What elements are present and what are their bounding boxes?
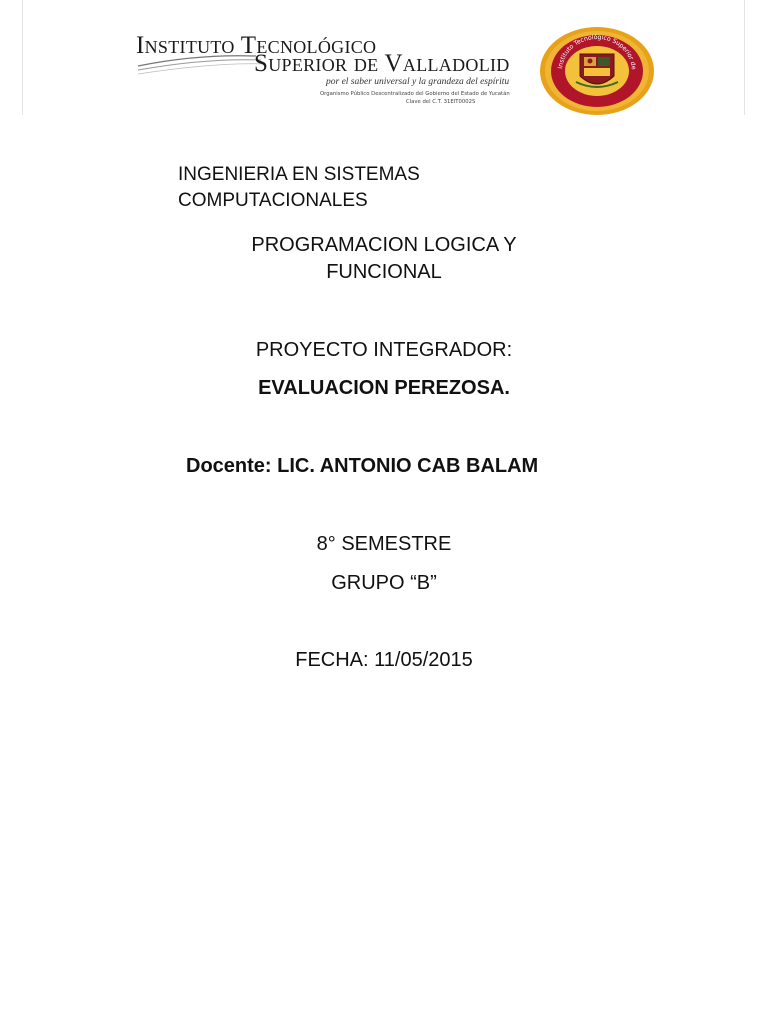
institute-seal-icon xyxy=(538,26,656,116)
materia-line2: FUNCIONAL xyxy=(326,261,442,283)
carrera-line1: INGENIERIA EN SISTEMAS xyxy=(178,164,420,185)
institute-name-line2: Superior de Valladolid xyxy=(254,50,510,77)
carrera-line2: COMPUTACIONALES xyxy=(178,190,368,211)
docente: Docente: LIC. ANTONIO CAB BALAM xyxy=(186,455,539,477)
proyecto-label: PROYECTO INTEGRADOR: xyxy=(255,339,513,361)
seal-ring-text: Instituto Tecnológico Superior de xyxy=(557,33,638,70)
materia-line1: PROGRAMACION LOGICA Y xyxy=(251,234,517,256)
institute-fine-print: Organismo Público Descentralizado del Gobierno del Estado de Yucatán xyxy=(320,91,510,97)
institute-clave: Clave del C.T. 31EIT0002S xyxy=(406,99,476,105)
semestre: 8° SEMESTRE xyxy=(316,533,452,555)
institute-logo xyxy=(136,30,536,125)
institute-name-line1: Instituto Tecnológico xyxy=(136,32,377,59)
grupo: GRUPO “B” xyxy=(331,572,437,594)
institute-motto: por el saber universal y la grandeza del espíritu xyxy=(326,77,510,87)
fecha: FECHA: 11/05/2015 xyxy=(295,649,473,671)
proyecto-titulo: EVALUACION PEREZOSA. xyxy=(258,377,510,399)
page-edge-right xyxy=(744,0,745,115)
page-edge-left xyxy=(22,0,23,115)
